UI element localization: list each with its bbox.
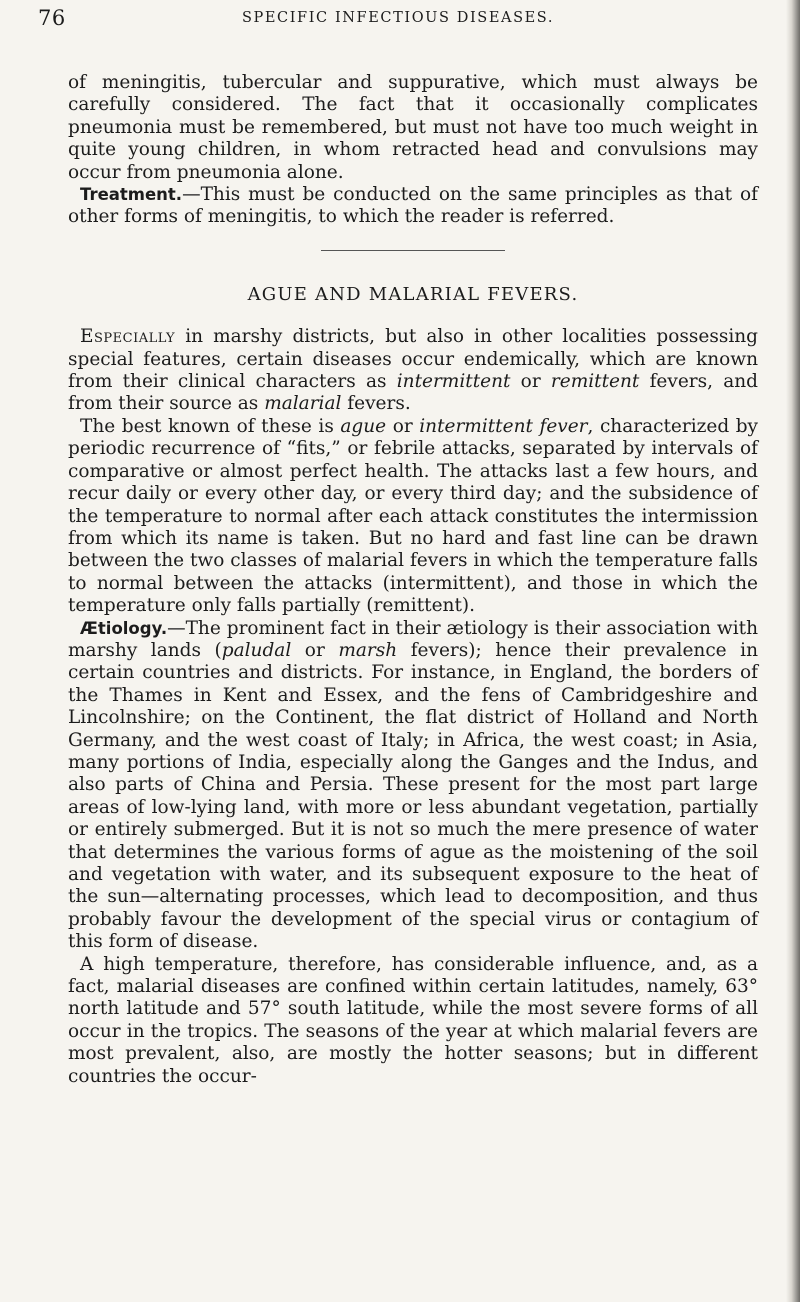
running-head: SPECIFIC INFECTIOUS DISEASES.: [241, 10, 555, 26]
treatment-paragraph: [68, 184, 758, 229]
paragraph-especially: Especially in marshy districts, but also in other localities possessing special features, certain diseases occur endemically, which are known from their clinical characters as intermittent or remittent fevers, and from their source as malarial fevers.: [68, 326, 759, 415]
page-body: [68, 72, 758, 1088]
term-paludal: paludal: [221, 639, 292, 661]
term-marsh: marsh: [338, 639, 398, 661]
intro-paragraph: of meningitis, tubercular and suppurative, which must always be carefully considered. The fact that it occasionally complicates pneumonia must be remembered, but must not have too much weight in quite young children, in whom retracted head and convulsions may occur from pneumonia alone.: [68, 72, 758, 183]
page-header: [38, 6, 758, 34]
section-divider: [321, 250, 505, 251]
term-intermittent: intermittent: [396, 371, 511, 393]
aetiology-label: Ætiology.: [80, 618, 168, 638]
page-number: 76: [38, 6, 66, 30]
section-heading: AGUE AND MALARIAL FEVERS.: [247, 283, 579, 305]
term-malarial: malarial: [264, 393, 342, 415]
term-intermittent-fever: intermittent fever: [419, 415, 588, 437]
treatment-text: —This must be conducted on the same principles as that of other forms of meningitis, to which the reader is referred.: [68, 184, 758, 228]
treatment-label: Treatment.: [80, 185, 183, 205]
paragraph-aetiology: Ætiology.—The prominent fact in their ætiology is their association with marshy lands (paludal or marsh fevers); hence their prevalence in certain countries and districts. For instance, in England, the borders of the Thames in Kent and Essex, and the fens of Cambridgeshire and Lincolnshire; on the Continent, the flat district of Holland and North Germany, and the west coast of Italy; in Africa, the west coast; in Asia, many portions of India, especially along the Ganges and the Indus, and also parts of China and Persia. These present for the most part large areas of low-lying land, with more or less abundant vegetation, partially or entirely submerged. But it is not so much the mere presence of water that determines the various forms of ague as the moistening of the soil and vegetation with water, and its subsequent exposure to the heat of the sun—alternating processes, which lead to decomposition, and thus probably favour the development of the special virus or contagium of this form of disease.: [68, 617, 758, 953]
lead-word: Especially: [80, 326, 176, 348]
term-remittent: remittent: [550, 371, 640, 393]
paragraph-ague: The best known of these is ague or intermittent fever, characterized by periodic recurrence of “fits,” or febrile attacks, separated by intervals of comparative or almost perfect health. The attacks last a few hours, and recur daily or every other day, or every third day; and the subsidence of the temperature to normal after each attack constitutes the intermission from which its name is taken. But no hard and fast line can be drawn between the two classes of malarial fevers in which the temperature falls to normal between the attacks (intermittent), and those in which the temperature only falls partially (remittent).: [68, 415, 759, 617]
page-edge-shadow: [786, 0, 800, 1302]
term-ague: ague: [340, 415, 387, 437]
paragraph-temperature: A high temperature, therefore, has considerable influence, and, as a fact, malarial diseases are confined within certain latitudes, namely, 63° north latitude and 57° south latitude, while the most severe forms of all occur in the tropics. The seasons of the year at which malarial fevers are most prevalent, also, are mostly the hotter seasons; but in different countries the occur-: [68, 953, 758, 1087]
